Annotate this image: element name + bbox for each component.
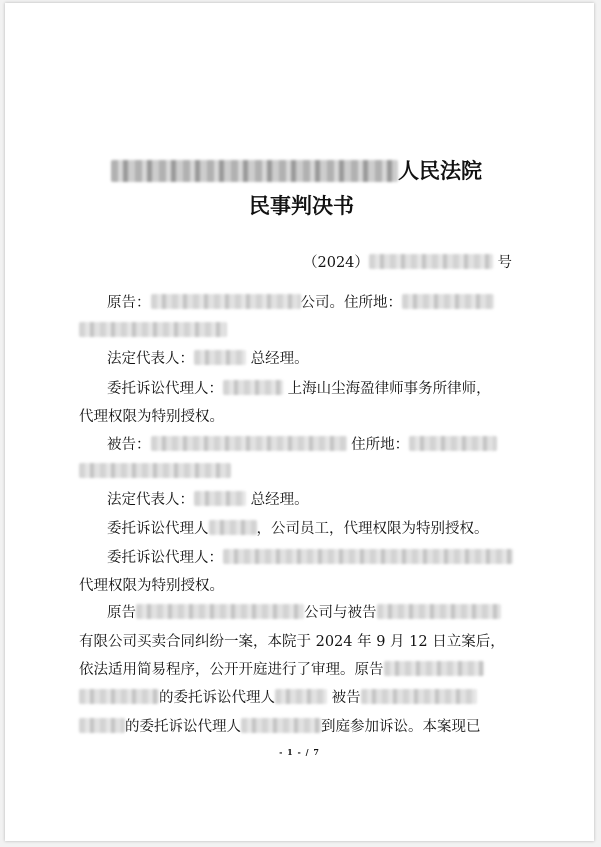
body-line-5-end: 到庭参加诉讼。本案现已 — [321, 719, 481, 735]
plaintiff-legal-rep-line — [107, 349, 309, 369]
defendant-label: 被告： — [107, 437, 151, 453]
redacted-defendant-address — [409, 436, 497, 451]
redacted-defendant-legal-rep — [194, 491, 246, 506]
redacted-plaintiff-name — [151, 294, 301, 309]
redacted-body-line-4b — [275, 689, 327, 704]
redacted-body-line-3 — [384, 661, 484, 676]
redacted-legal-rep — [194, 350, 246, 365]
page-number: - 1 - / 7 — [279, 747, 320, 757]
defendant-agent1-label: 委托诉讼代理人 — [107, 521, 209, 537]
body-line-2: 有限公司买卖合同纠纷一案，本院于 2024 年 9 月 12 日立案后， — [79, 634, 505, 650]
redacted-defendant-agent2 — [223, 549, 513, 564]
defendant-agent1-text: ，公司员工，代理权限为特别授权。 — [256, 521, 489, 537]
defendant-agent1-line — [107, 519, 489, 539]
redacted-defendant-address-continued — [79, 463, 231, 478]
case-number-suffix: 号 — [497, 255, 513, 271]
plaintiff-address-continued — [79, 321, 227, 341]
body-line-3-text: 依法适用简易程序，公开开庭进行了审理。原告 — [79, 662, 384, 678]
defendant-address-label: 住所地： — [351, 437, 410, 453]
body-line-5-agent: 的委托诉讼代理人 — [125, 719, 241, 735]
defendant-legal-rep-label: 法定代表人： — [107, 492, 194, 508]
body-line-3 — [79, 660, 484, 680]
defendant-agent2-label: 委托诉讼代理人： — [107, 550, 223, 566]
court-suffix: 人民法院 — [398, 158, 482, 183]
defendant-agent2-line — [107, 548, 513, 568]
plaintiff-label: 原告： — [107, 295, 151, 311]
redacted-body-line-5b — [241, 718, 321, 733]
plaintiff-authority-line: 代理权限为特别授权。 — [79, 409, 224, 425]
redacted-body-line-5a — [79, 718, 125, 733]
body-line-4-agent: 的委托诉讼代理人 — [159, 690, 275, 706]
court-name-line — [111, 158, 482, 184]
redacted-body-plaintiff — [136, 604, 304, 619]
redacted-body-line-4c — [361, 689, 477, 704]
redacted-plaintiff-address — [402, 294, 494, 309]
redacted-address-continued — [79, 322, 227, 337]
redacted-body-line-4a — [79, 689, 159, 704]
defendant-address-continued — [79, 462, 231, 482]
document-type-title: 民事判决书 — [249, 193, 354, 218]
body-line-1 — [107, 603, 501, 623]
body-line-4-defendant: 被告 — [331, 690, 361, 706]
document-page — [5, 3, 594, 841]
plaintiff-suffix: 公司。住所地： — [300, 295, 402, 311]
plaintiff-agent-line — [107, 379, 491, 399]
body-plaintiff-label: 原告 — [107, 605, 136, 621]
legal-rep-label: 法定代表人： — [107, 351, 194, 367]
redacted-body-defendant — [377, 604, 501, 619]
redacted-court-name — [111, 160, 398, 182]
defendant-agent2-authority: 代理权限为特别授权。 — [79, 578, 224, 594]
agent-label: 委托诉讼代理人： — [107, 381, 223, 397]
legal-rep-title: 总经理。 — [250, 351, 309, 367]
case-number-line — [303, 253, 512, 273]
defendant-legal-rep-title: 总经理。 — [250, 492, 309, 508]
case-number-prefix: （2024） — [303, 255, 369, 271]
redacted-agent-name — [223, 380, 283, 395]
agent-firm: 上海山尘海盈律师事务所律师， — [287, 381, 491, 397]
plaintiff-line — [107, 293, 494, 313]
defendant-line — [107, 435, 497, 455]
redacted-case-number — [369, 254, 493, 269]
defendant-legal-rep-line — [107, 490, 309, 510]
body-line-5 — [79, 717, 481, 737]
redacted-defendant-agent1 — [209, 520, 257, 535]
redacted-defendant-name — [151, 436, 347, 451]
body-line-4 — [79, 688, 477, 708]
body-mid-text: 公司与被告 — [304, 605, 377, 621]
